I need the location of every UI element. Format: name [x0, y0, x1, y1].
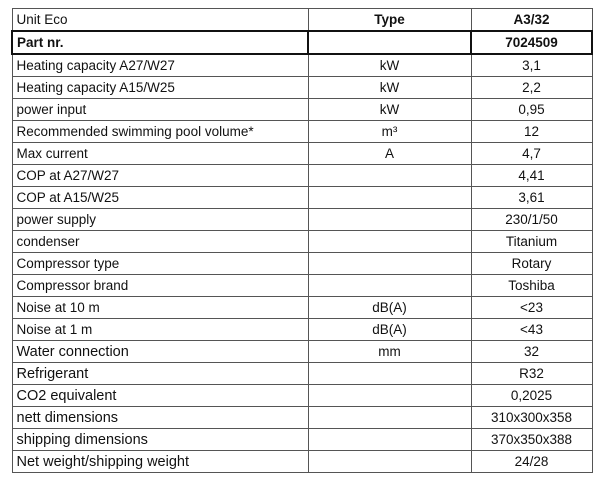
- spec-value: 24/28: [471, 451, 592, 473]
- spec-row: [12, 253, 592, 275]
- specification-table: [11, 8, 593, 473]
- spec-label: Recommended swimming pool volume*: [12, 121, 308, 143]
- header-row: [12, 9, 592, 32]
- spec-unit: mm: [308, 341, 471, 363]
- spec-label: COP at A15/W25: [12, 187, 308, 209]
- spec-value: Titanium: [471, 231, 592, 253]
- spec-unit: [308, 187, 471, 209]
- spec-unit: dB(A): [308, 319, 471, 341]
- spec-unit: [308, 231, 471, 253]
- spec-value: R32: [471, 363, 592, 385]
- spec-value: 0,2025: [471, 385, 592, 407]
- spec-row: [12, 341, 592, 363]
- spec-value: 3,1: [471, 54, 592, 77]
- header-type-label: Type: [308, 9, 471, 32]
- spec-row: [12, 99, 592, 121]
- spec-label: power input: [12, 99, 308, 121]
- specification-table-body: [12, 9, 592, 473]
- header-model: A3/32: [471, 9, 592, 32]
- spec-row: [12, 77, 592, 99]
- spec-value: 0,95: [471, 99, 592, 121]
- spec-unit: [308, 429, 471, 451]
- part-number-label: Part nr.: [12, 31, 308, 54]
- spec-unit: A: [308, 143, 471, 165]
- spec-value: <43: [471, 319, 592, 341]
- spec-label: Refrigerant: [12, 363, 308, 385]
- spec-unit: kW: [308, 77, 471, 99]
- spec-value: 370x350x388: [471, 429, 592, 451]
- spec-unit: m³: [308, 121, 471, 143]
- spec-label: nett dimensions: [12, 407, 308, 429]
- spec-unit: dB(A): [308, 297, 471, 319]
- spec-unit: [308, 209, 471, 231]
- spec-row: [12, 143, 592, 165]
- spec-unit: [308, 363, 471, 385]
- spec-value: 4,41: [471, 165, 592, 187]
- spec-value: 2,2: [471, 77, 592, 99]
- spec-label: Net weight/shipping weight: [12, 451, 308, 473]
- spec-label: Compressor type: [12, 253, 308, 275]
- spec-value: <23: [471, 297, 592, 319]
- spec-unit: [308, 385, 471, 407]
- spec-value: 12: [471, 121, 592, 143]
- spec-row: [12, 165, 592, 187]
- spec-row: [12, 231, 592, 253]
- spec-row: [12, 121, 592, 143]
- spec-label: Noise at 10 m: [12, 297, 308, 319]
- spec-value: 3,61: [471, 187, 592, 209]
- spec-row: [12, 429, 592, 451]
- spec-row: [12, 451, 592, 473]
- spec-unit: [308, 407, 471, 429]
- part-number-unit: [308, 31, 471, 54]
- spec-row: [12, 54, 592, 77]
- spec-label: Water connection: [12, 341, 308, 363]
- spec-label: COP at A27/W27: [12, 165, 308, 187]
- spec-row: [12, 319, 592, 341]
- spec-label: condenser: [12, 231, 308, 253]
- spec-label: Heating capacity A27/W27: [12, 54, 308, 77]
- spec-value: 230/1/50: [471, 209, 592, 231]
- spec-row: [12, 363, 592, 385]
- spec-label: power supply: [12, 209, 308, 231]
- spec-value: 310x300x358: [471, 407, 592, 429]
- spec-label: Compressor brand: [12, 275, 308, 297]
- spec-unit: [308, 275, 471, 297]
- spec-row: [12, 385, 592, 407]
- spec-label: Max current: [12, 143, 308, 165]
- spec-label: shipping dimensions: [12, 429, 308, 451]
- part-number-value: 7024509: [471, 31, 592, 54]
- spec-row: [12, 209, 592, 231]
- spec-unit: kW: [308, 54, 471, 77]
- spec-value: 4,7: [471, 143, 592, 165]
- spec-row: [12, 275, 592, 297]
- spec-label: Noise at 1 m: [12, 319, 308, 341]
- spec-value: Toshiba: [471, 275, 592, 297]
- spec-unit: [308, 165, 471, 187]
- spec-label: Heating capacity A15/W25: [12, 77, 308, 99]
- spec-label: CO2 equivalent: [12, 385, 308, 407]
- spec-value: 32: [471, 341, 592, 363]
- spec-unit: [308, 451, 471, 473]
- spec-row: [12, 407, 592, 429]
- spec-row: [12, 187, 592, 209]
- spec-row: [12, 297, 592, 319]
- part-number-row: [12, 31, 592, 54]
- header-unit-label: Unit Eco: [12, 9, 308, 32]
- spec-unit: [308, 253, 471, 275]
- spec-value: Rotary: [471, 253, 592, 275]
- spec-unit: kW: [308, 99, 471, 121]
